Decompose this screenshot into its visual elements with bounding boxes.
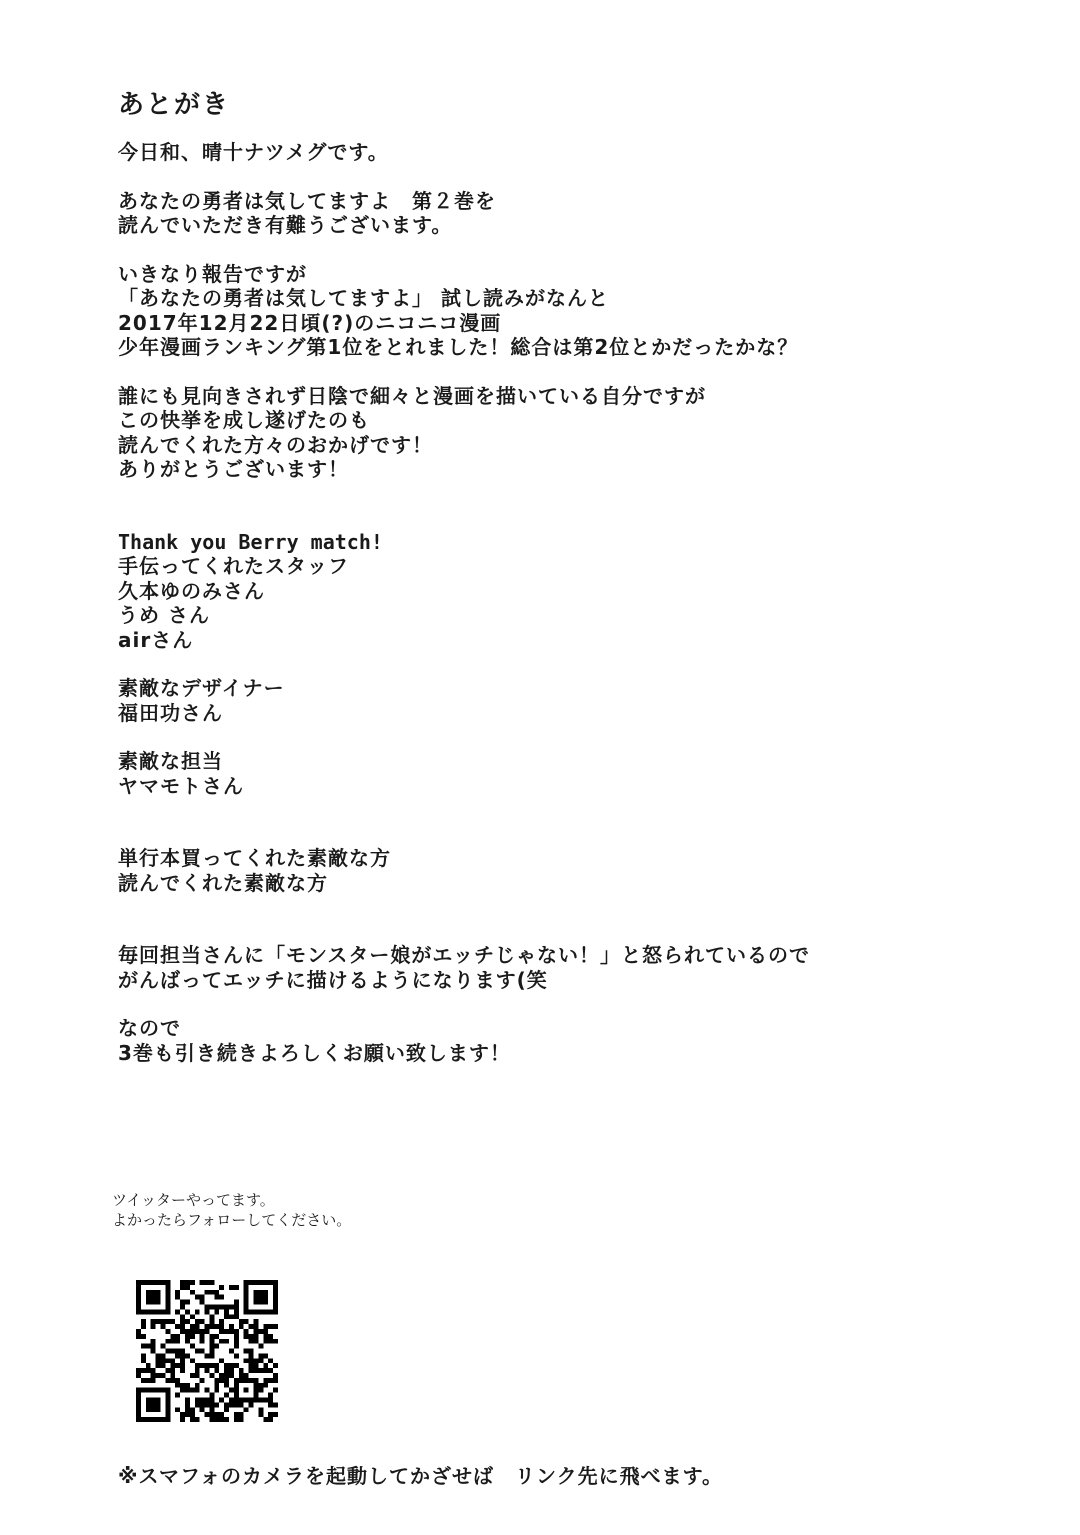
text-line: 読んでくれた方々のおかげです！ [118,432,433,457]
staff-heading-english: Thank you Berry match! [118,529,383,554]
closing-paragraph [118,943,1018,992]
text-line: がんばってエッチに描けるようになります(笑 [118,967,548,992]
gratitude-paragraph [118,384,1018,482]
editor-label: 素敵な担当 [118,749,223,773]
text-line: 「あなたの勇者は気してますよ」 試し読みがなんと [118,286,609,310]
readers-credit [118,846,1018,895]
text-line: ありがとうございます！ [118,457,349,481]
text-line: 3巻も引き続きよろしくお願い致します！ [118,1040,511,1065]
text-line: なので [118,1016,181,1040]
report-paragraph [118,262,1018,360]
designer-label: 素敵なデザイナー [118,676,285,700]
text-line: あなたの勇者は気してますよ 第２巻を [118,188,496,213]
twitter-notice [112,1190,351,1230]
text-line: この快挙を成し遂げたのも [118,408,370,432]
afterword-body [118,140,1018,1089]
text-line: 2017年12月22日頃(?)のニコニコ漫画 [118,310,502,335]
page-title: あとがき [118,90,231,120]
text-line: 読んでくれた素敵な方 [118,870,328,895]
designer-credit [118,676,1018,725]
text-line: 単行本買ってくれた素敵な方 [118,846,391,870]
greeting-line: 今日和、晴十ナツメグです。 [118,140,389,164]
qr-code-icon[interactable] [136,1280,278,1422]
text-line: いきなり報告ですが [118,261,307,286]
thanks-paragraph [118,189,1018,238]
greeting-paragraph [118,140,1018,165]
qr-instruction: ※スマフォのカメラを起動してかざせば リンク先に飛べます。 [118,1464,724,1488]
text-line: 少年漫画ランキング第1位をとれました！総合は第2位とかだったかな？ [118,335,799,359]
staff-credits [118,530,1018,653]
designer-name: 福田功さん [118,700,223,725]
final-paragraph [118,1016,1018,1065]
staff-member: 久本ゆのみさん [118,578,265,603]
editor-name: ヤマモトさん [118,773,244,798]
text-line: 毎回担当さんに「モンスター娘がエッチじゃない！」と怒られているので [118,943,810,967]
editor-credit [118,749,1018,798]
text-line: ツイッターやってます。 [112,1191,275,1209]
staff-heading: 手伝ってくれたスタッフ [118,554,349,578]
staff-member: airさん [118,627,194,652]
text-line: 誰にも見向きされず日陰で細々と漫画を描いている自分ですが [118,383,706,408]
staff-member: うめ さん [118,603,210,627]
text-line: よかったらフォローしてください。 [112,1211,352,1229]
text-line: 読んでいただき有難うございます。 [118,213,453,237]
